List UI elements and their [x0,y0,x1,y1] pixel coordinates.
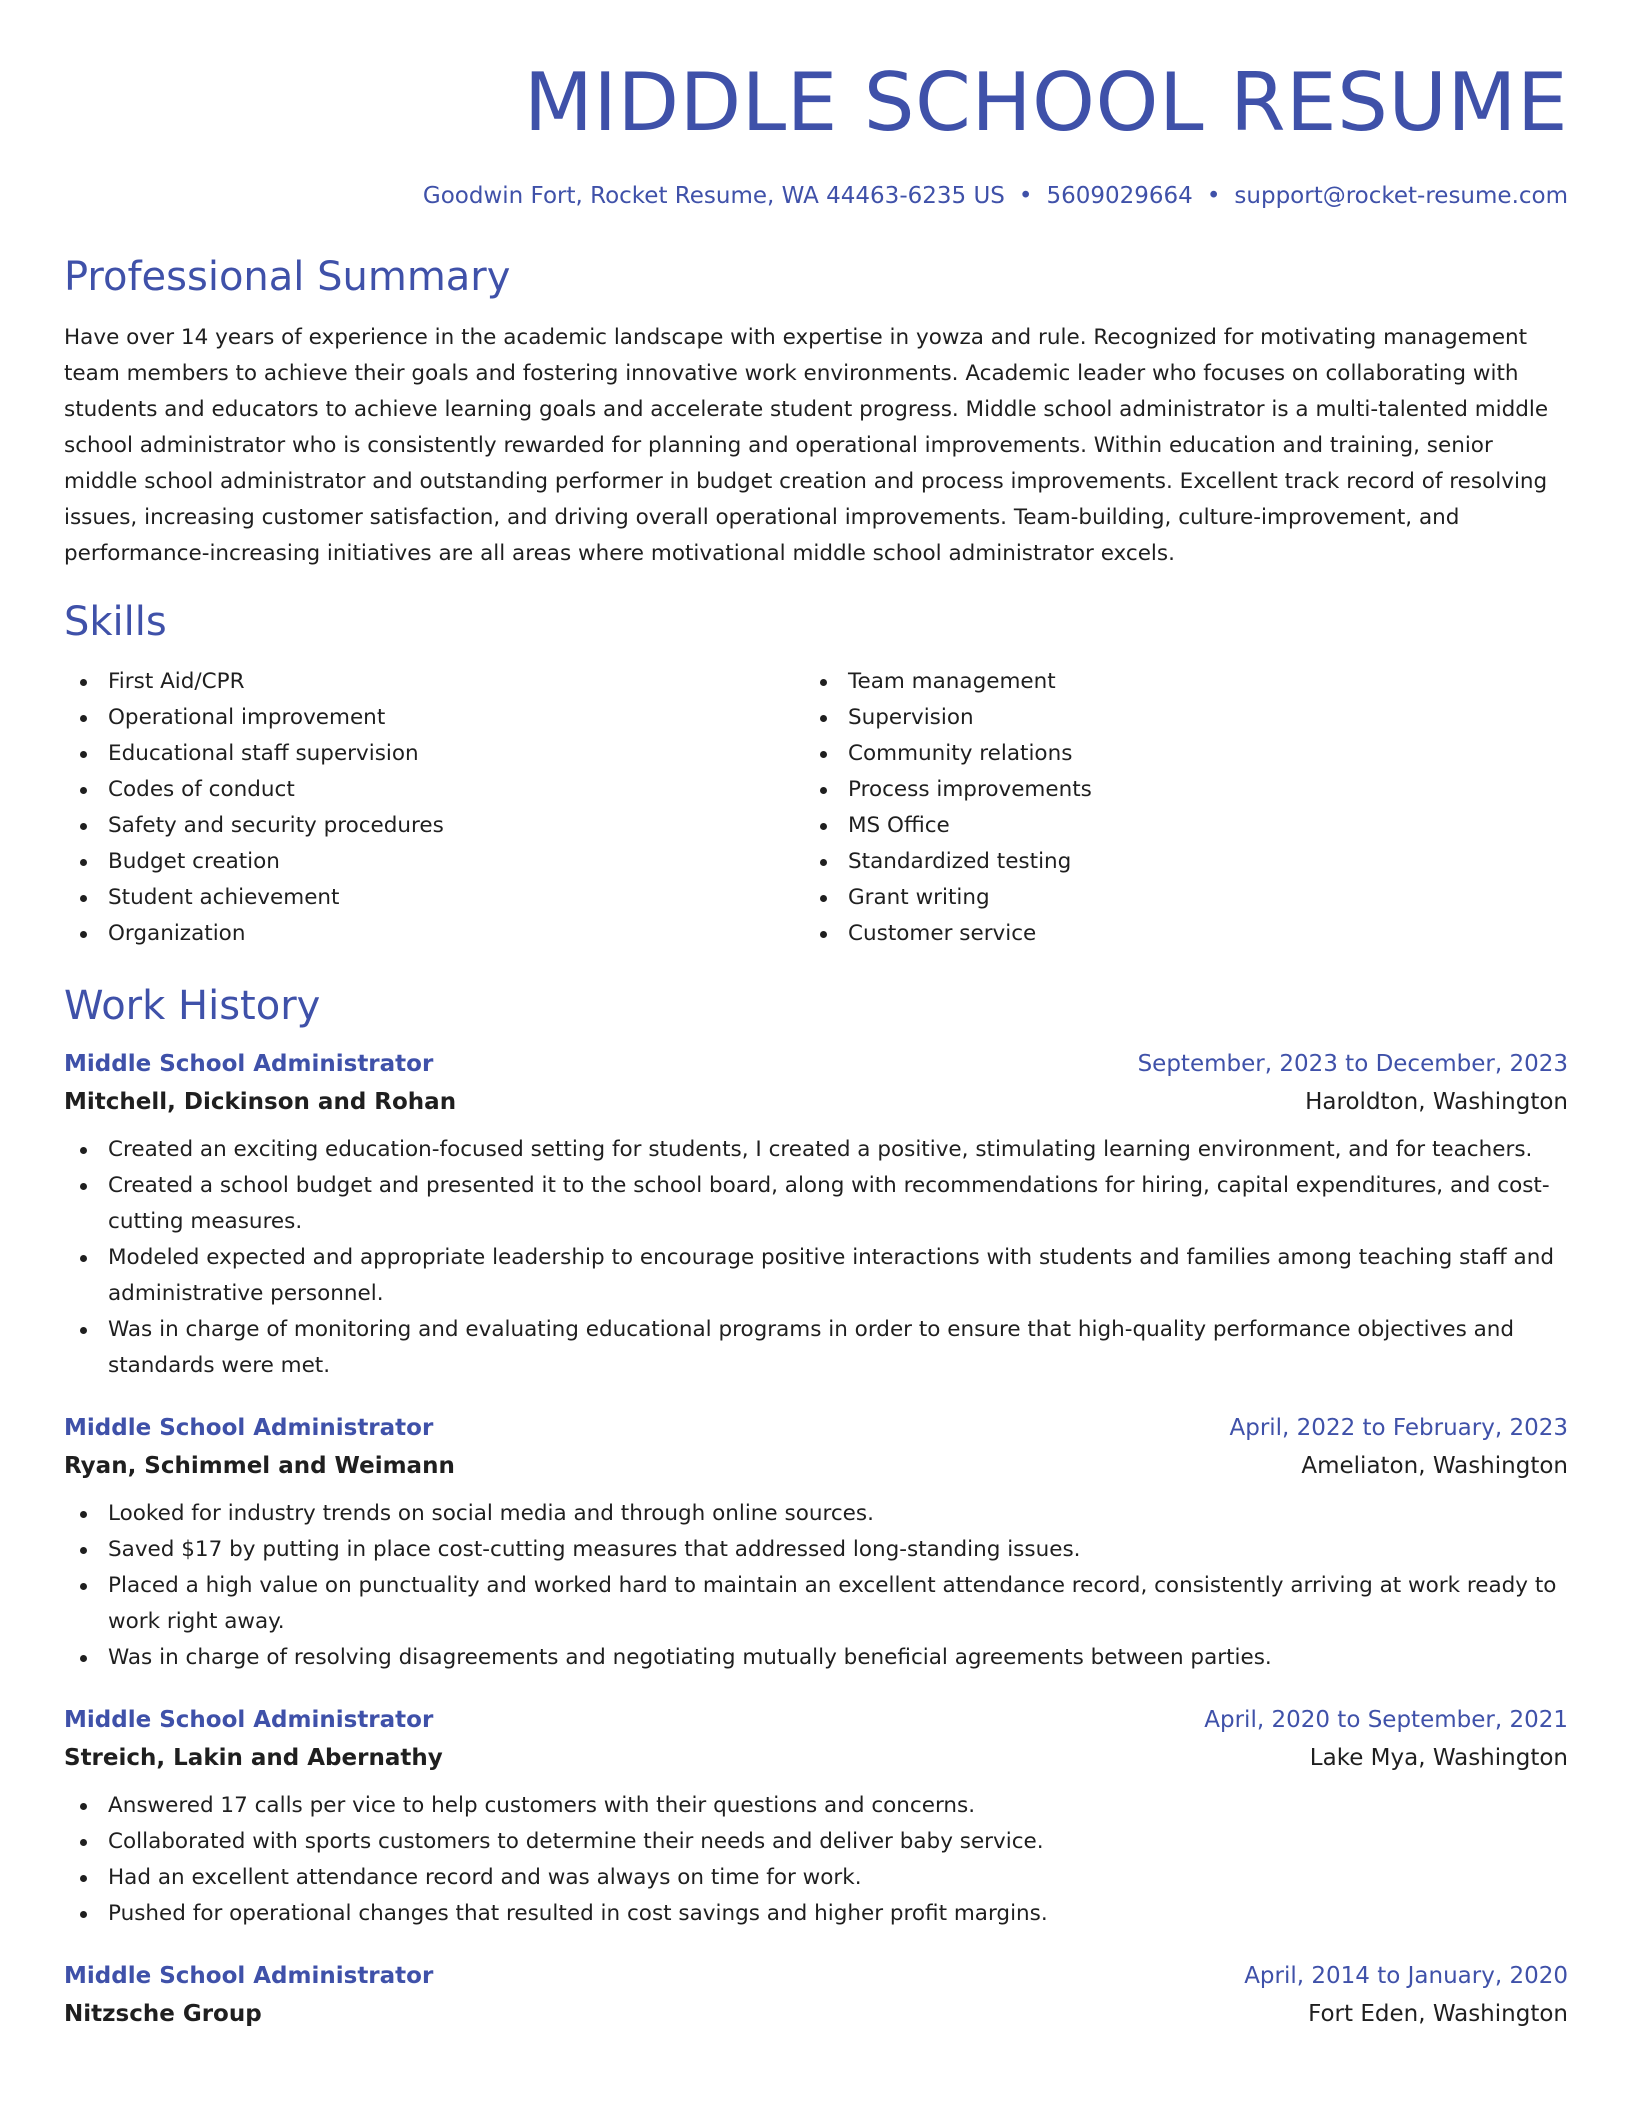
skill-item: Budget creation [64,844,804,880]
job-bullet: Collaborated with sports customers to determine their needs and deliver baby service. [64,1824,1568,1860]
job-company: Mitchell, Dickinson and Rohan [64,1088,457,1115]
job-company-row [64,1446,1568,1486]
job-entry [64,1958,1568,2034]
work-history-heading: Work History [64,982,321,1029]
job-title: Middle School Administrator [64,1706,434,1733]
job-bullets [64,1496,1568,1676]
skill-item: Supervision [804,700,1092,736]
job-header-row [64,1958,1568,1994]
job-company-row [64,1738,1568,1778]
skills-list-left [64,664,804,952]
job-bullet: Had an excellent attendance record and was always on time for work. [64,1860,1568,1896]
job-entry [64,1046,1568,1384]
job-dates: September, 2023 to December, 2023 [1137,1050,1568,1077]
skill-item: Customer service [804,916,1092,952]
job-dates: April, 2022 to February, 2023 [1229,1414,1568,1441]
skill-item: Grant writing [804,880,1092,916]
job-company: Streich, Lakin and Abernathy [64,1744,443,1771]
summary-text: Have over 14 years of experience in the academic landscape with expertise in yowza and rule. Recognized for motivating management team members to achieve their goals and fostering innovative work environments. Academic leader who focuses on collaborating with students and educators to achieve learning goals and accelerate student progress. Middle school administrator is a multi-talented middle school administrator who is consistently rewarded for planning and operational improvements. Within education and training, senior middle school administrator and outstanding performer in budget creation and process improvements. Excellent track record of resolving issues, increasing customer satisfaction, and driving overall operational improvements. Team-building, culture-improvement, and performance-increasing initiatives are all areas where motivational middle school administrator excels. [64,324,1549,566]
contact-separator: • [1206,183,1221,209]
skills-grid [64,664,1568,952]
job-entry [64,1702,1568,1932]
skills-list-right [804,664,1092,952]
skill-item: Codes of conduct [64,772,804,808]
job-location: Haroldton, Washington [1305,1088,1568,1115]
contact-separator: • [1018,183,1033,209]
job-title: Middle School Administrator [64,1050,434,1077]
job-title: Middle School Administrator [64,1414,434,1441]
contact-email: support@rocket-resume.com [1234,183,1568,209]
job-header-row [64,1702,1568,1738]
resume-title: MIDDLE SCHOOL RESUME [523,56,1568,149]
skill-item: Safety and security procedures [64,808,804,844]
job-dates: April, 2014 to January, 2020 [1244,1962,1568,1989]
job-bullet: Pushed for operational changes that resulted in cost savings and higher profit margins. [64,1896,1568,1932]
skill-item: Community relations [804,736,1092,772]
job-company-row [64,1994,1568,2034]
job-bullet: Created a school budget and presented it to the school board, along with recommendations for hiring, capital expenditures, and cost-cutting measures. [64,1168,1568,1240]
skill-item: Team management [804,664,1092,700]
job-bullet: Looked for industry trends on social media and through online sources. [64,1496,1568,1532]
job-location: Ameliaton, Washington [1301,1452,1568,1479]
skills-heading: Skills [64,598,167,645]
job-bullet: Modeled expected and appropriate leadership to encourage positive interactions with students and families among teaching staff and administrative personnel. [64,1240,1568,1312]
job-location: Lake Mya, Washington [1309,1744,1568,1771]
job-bullets [64,1132,1568,1384]
job-bullet: Was in charge of resolving disagreements and negotiating mutually beneficial agreements between parties. [64,1640,1568,1676]
job-header-row [64,1410,1568,1446]
job-entry [64,1410,1568,1676]
job-bullet: Placed a high value on punctuality and worked hard to maintain an excellent attendance record, consistently arriving at work ready to work right away. [64,1568,1568,1640]
summary-heading: Professional Summary [64,253,511,300]
job-bullets [64,1788,1568,1932]
job-bullet: Saved $17 by putting in place cost-cutting measures that addressed long-standing issues. [64,1532,1568,1568]
skill-item: MS Office [804,808,1092,844]
skill-item: Operational improvement [64,700,804,736]
job-company: Nitzsche Group [64,2000,262,2027]
job-dates: April, 2020 to September, 2021 [1204,1706,1568,1733]
job-company: Ryan, Schimmel and Weimann [64,1452,455,1479]
job-location: Fort Eden, Washington [1308,2000,1568,2027]
job-header-row [64,1046,1568,1082]
skill-item: Organization [64,916,804,952]
job-bullet: Answered 17 calls per vice to help customers with their questions and concerns. [64,1788,1568,1824]
skill-item: Process improvements [804,772,1092,808]
contact-line [64,183,1568,211]
job-company-row [64,1082,1568,1122]
contact-phone: 5609029664 [1046,183,1193,209]
job-title: Middle School Administrator [64,1962,434,1989]
skill-item: Educational staff supervision [64,736,804,772]
skill-item: First Aid/CPR [64,664,804,700]
skill-item: Student achievement [64,880,804,916]
job-bullet: Was in charge of monitoring and evaluating educational programs in order to ensure that high-quality performance objectives and standards were met. [64,1312,1568,1384]
contact-address: Goodwin Fort, Rocket Resume, WA 44463-6235 US [422,183,1005,209]
job-bullet: Created an exciting education-focused setting for students, I created a positive, stimulating learning environment, and for teachers. [64,1132,1568,1168]
skill-item: Standardized testing [804,844,1092,880]
